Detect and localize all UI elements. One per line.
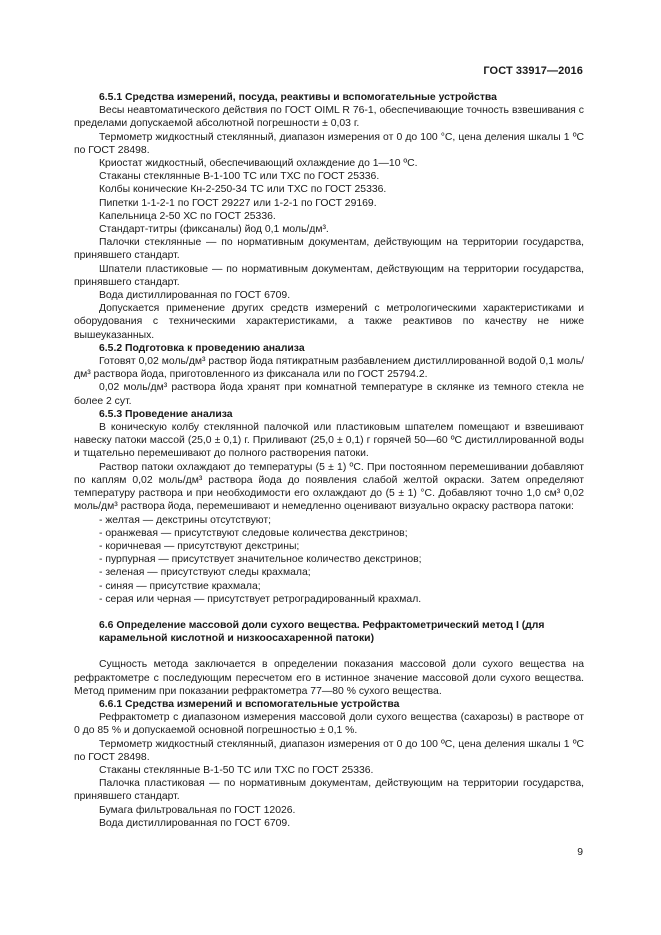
page-number: 9: [577, 847, 583, 858]
paragraph: В коническую колбу стеклянной палочкой или пластиковым шпателем помещают и взвешивают навеску патоки массой (25,0 ± 0,1) г. Приливают (25,0 ± 0,1) г горячей 50—60 ºС дистиллированной воды и тщательно перемешивают до полного растворения патоки.: [74, 422, 584, 460]
spacer: [74, 606, 584, 619]
paragraph: Рефрактометр с диапазоном измерения массовой доли сухого вещества (сахарозы) в растворе от 0 до 85 % и допускаемой основной погрешностью ± 0,1 %.: [74, 712, 584, 737]
color-list: [74, 514, 584, 606]
paragraph: Вода дистиллированная по ГОСТ 6709.: [99, 817, 291, 829]
paragraph: Криостат жидкостный, обеспечивающий охлаждение до 1—10 ºС.: [99, 158, 418, 170]
paragraph: Допускается применение других средств измерений с метрологическими характеристиками и оборудования с техническими характеристиками, а также реактивов по качеству не ниже вышеуказанных.: [74, 303, 584, 341]
paragraph: Шпатели пластиковые — по нормативным документам, действующим на территории государства, принявшего стандарт.: [74, 263, 584, 288]
paragraph: Палочки стеклянные — по нормативным документам, действующим на территории государства, принявшего стандарт.: [74, 237, 584, 262]
list-item: - серая или черная — присутствует ретроградированный крахмал.: [99, 593, 422, 605]
paragraph: Капельница 2-50 ХС по ГОСТ 25336.: [99, 210, 276, 222]
paragraph: Стандарт-титры (фиксаналы) йод 0,1 моль/дм³.: [99, 224, 329, 236]
document-header: ГОСТ 33917—2016: [483, 65, 583, 77]
paragraph: Раствор патоки охлаждают до температуры (5 ± 1) ºС. При постоянном перемешивании добавляют по каплям 0,02 моль/дм³ раствора йода до появления слабой желтой окраски. Затем определяют температуру раствора и при необходимости его охлаждают до (5 ± 1) °С. Добавляют точно 1,0 см³ 0,02 моль/дм³ раствора йода, перемешивают и немедленно оценивают визуально окраску раствора патоки:: [74, 461, 584, 513]
paragraph: Вода дистиллированная по ГОСТ 6709.: [99, 290, 291, 302]
paragraph: Бумага фильтровальная по ГОСТ 12026.: [99, 804, 296, 816]
paragraph: 0,02 моль/дм³ раствора йода хранят при комнатной температуре в склянке из темного стекла не более 2 сут.: [74, 382, 584, 407]
list-item: - оранжевая — присутствуют следовые количества декстринов;: [99, 527, 408, 539]
paragraph: Палочка пластиковая — по нормативным документам, действующим на территории государства, принявшего стандарт.: [74, 778, 584, 803]
paragraph: Весы неавтоматического действия по ГОСТ OIML R 76-1, обеспечивающие точность взвешивания с пределами допускаемой абсолютной погрешности ± 0,03 г.: [74, 105, 584, 130]
section-heading: 6.5.3 Проведение анализа: [99, 408, 233, 420]
paragraph: Пипетки 1-1-2-1 по ГОСТ 29227 или 1-2-1 по ГОСТ 29169.: [99, 197, 377, 209]
section-heading: 6.5.2 Подготовка к проведению анализа: [99, 342, 305, 354]
paragraph: Сущность метода заключается в определении показания массовой доли сухого вещества на рефрактометре с последующим пересчетом его в истинное значение массовой доли сухого вещества. Метод применим при показании рефрактометра 77—80 % сухого вещества.: [74, 659, 584, 697]
list-item: - синяя — присутствие крахмала;: [99, 580, 261, 592]
document-body: [74, 91, 584, 830]
section-heading: 6.6 Определение массовой доли сухого вещества. Рефрактометрический метод I (для карамельной кислотной и низкоосахаренной патоки): [99, 619, 545, 645]
paragraph: Колбы конические Кн-2-250-34 ТС или ТХС по ГОСТ 25336.: [99, 184, 387, 196]
list-item: - зеленая — присутствуют следы крахмала;: [99, 567, 311, 579]
paragraph: Стаканы стеклянные В-1-50 ТС или ТХС по ГОСТ 25336.: [99, 764, 374, 776]
list-item: - коричневая — присутствуют декстрины;: [99, 540, 300, 552]
list-item: - желтая — декстрины отсутствуют;: [99, 514, 272, 526]
section-heading: 6.6.1 Средства измерений и вспомогательные устройства: [99, 698, 400, 710]
section-heading: 6.5.1 Средства измерений, посуда, реактивы и вспомогательные устройства: [99, 92, 497, 103]
paragraph: Термометр жидкостный стеклянный, диапазон измерения от 0 до 100 ºС, цена деления шкалы 1 ºС по ГОСТ 28498.: [74, 738, 584, 763]
list-item: - пурпурная — присутствует значительное количество декстринов;: [99, 554, 422, 566]
paragraph: Готовят 0,02 моль/дм³ раствор йода пятикратным разбавлением дистиллированной водой 0,1 моль/дм³ раствора йода, приготовленного из фиксанала или по ГОСТ 25794.2.: [74, 356, 584, 381]
paragraph: Стаканы стеклянные В-1-100 ТС или ТХС по ГОСТ 25336.: [99, 171, 380, 183]
paragraph: Термометр жидкостный стеклянный, диапазон измерения от 0 до 100 °С, цена деления шкалы 1 ºС по ГОСТ 28498.: [74, 131, 584, 156]
spacer: [74, 645, 584, 658]
